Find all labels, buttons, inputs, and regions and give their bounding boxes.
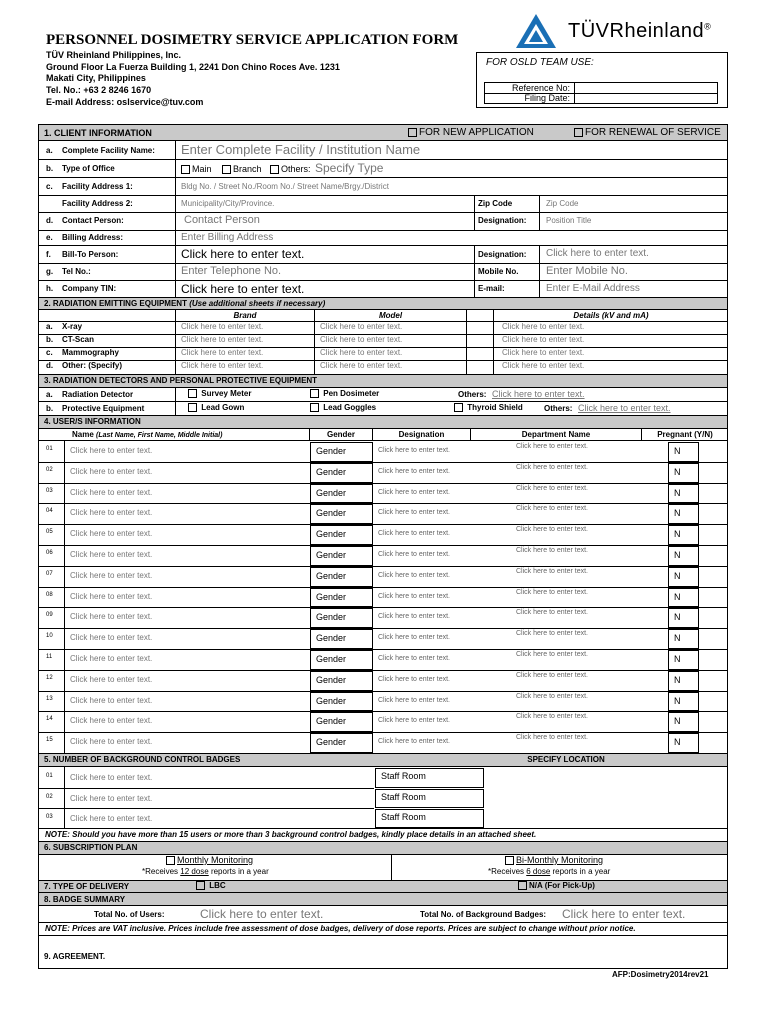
badge-input[interactable]: Click here to enter text. <box>70 773 153 782</box>
bimonthly-note: *Receives 6 dose reports in a year <box>488 867 611 876</box>
user-gender-value[interactable]: Gender <box>316 654 347 664</box>
equipment-letter: d. <box>46 361 54 370</box>
user-pregnant-value[interactable]: N <box>674 467 681 477</box>
gender-column-header: Gender <box>326 430 355 439</box>
bimonthly-monitoring-checkbox[interactable] <box>505 856 514 865</box>
equipment-model-input[interactable]: Click here to enter text. <box>320 322 403 331</box>
user-department-input[interactable]: Click here to enter text. <box>516 485 588 492</box>
pen-dosimeter-option[interactable]: Pen Dosimeter <box>310 389 379 398</box>
user-pregnant-value[interactable]: N <box>674 654 681 664</box>
user-gender-value[interactable]: Gender <box>316 696 347 706</box>
user-department-input[interactable]: Click here to enter text. <box>516 609 588 616</box>
facility-address-1-label: Facility Address 1: <box>62 182 133 191</box>
user-gender-value[interactable]: Gender <box>316 467 347 477</box>
equipment-details-input[interactable]: Click here to enter text. <box>502 361 585 370</box>
email-label: E-mail: <box>478 284 505 293</box>
total-users-input[interactable]: Click here to enter text. <box>200 907 324 921</box>
section-9-title: 9. AGREEMENT. <box>44 952 106 961</box>
detector-others-input[interactable]: Click here to enter text. <box>492 389 585 399</box>
user-row-number: 14 <box>46 716 53 722</box>
office-type-label: Type of Office <box>62 164 115 173</box>
user-pregnant-dropdown[interactable] <box>668 733 699 753</box>
renewal-checkbox[interactable] <box>574 128 583 137</box>
model-column-header: Model <box>378 311 403 320</box>
user-pregnant-value[interactable]: N <box>674 571 681 581</box>
monthly-monitoring-option[interactable]: Monthly Monitoring <box>166 855 253 865</box>
user-pregnant-dropdown[interactable] <box>668 712 699 732</box>
badge-row-number: 01 <box>46 773 53 779</box>
renewal-option[interactable]: FOR RENEWAL OF SERVICE <box>574 127 721 138</box>
user-department-input[interactable]: Click here to enter text. <box>516 734 588 741</box>
equipment-brand-input[interactable]: Click here to enter text. <box>181 348 264 357</box>
user-name-input[interactable]: Click here to enter text. <box>70 467 153 476</box>
equipment-letter: a. <box>46 322 53 331</box>
thyroid-shield-option[interactable]: Thyroid Shield <box>454 403 523 412</box>
user-designation-input[interactable]: Click here to enter text. <box>378 697 450 704</box>
user-row-number: 03 <box>46 488 53 494</box>
badge-input[interactable]: Click here to enter text. <box>70 814 153 823</box>
user-designation-input[interactable]: Click here to enter text. <box>378 676 450 683</box>
tuv-logo-icon <box>514 12 558 50</box>
user-department-input[interactable]: Click here to enter text. <box>516 568 588 575</box>
section-4-title: 4. USER/S INFORMATION <box>44 417 141 426</box>
total-users-label: Total No. of Users: <box>94 910 165 919</box>
facility-address-1-input[interactable]: Bldg No. / Street No./Room No./ Street Name/Brgy./District <box>181 182 389 191</box>
user-gender-value[interactable]: Gender <box>316 675 347 685</box>
equipment-others-input[interactable]: Click here to enter text. <box>578 403 671 413</box>
facility-name-input[interactable]: Enter Complete Facility / Institution Name <box>181 142 421 157</box>
user-row-number: 08 <box>46 592 53 598</box>
office-main-option[interactable]: Main <box>181 164 212 174</box>
user-gender-value[interactable]: Gender <box>316 737 347 747</box>
pickup-checkbox[interactable] <box>518 881 527 890</box>
user-pregnant-value[interactable]: N <box>674 529 681 539</box>
section-7-band <box>39 880 727 892</box>
lead-gown-checkbox[interactable] <box>188 403 197 412</box>
designation-2-input[interactable]: Click here to enter text. <box>546 248 649 259</box>
user-department-input[interactable]: Click here to enter text. <box>516 526 588 533</box>
user-pregnant-dropdown[interactable] <box>668 608 699 628</box>
filing-date-label: Filing Date: <box>524 93 570 103</box>
user-row-number: 13 <box>46 696 53 702</box>
company-address-1: Ground Floor La Fuerza Building 1, 2241 Don Chino Roces Ave. 1231 <box>46 62 340 72</box>
tel-no-label: Tel No.: <box>62 267 91 276</box>
user-name-input[interactable]: Click here to enter text. <box>70 550 153 559</box>
user-row-number: 02 <box>46 467 53 473</box>
form-code: AFP:Dosimetry2014rev21 <box>612 970 709 979</box>
equipment-brand-input[interactable]: Click here to enter text. <box>181 322 264 331</box>
contact-person-label: Contact Person: <box>62 216 124 225</box>
company-tel: Tel. No.: +63 2 8246 1670 <box>46 85 152 95</box>
office-others-checkbox[interactable] <box>270 165 279 174</box>
pregnant-column-header: Pregnant (Y/N) <box>657 430 713 439</box>
user-pregnant-value[interactable]: N <box>674 446 681 456</box>
user-pregnant-value[interactable]: N <box>674 696 681 706</box>
detector-others-label: Others: <box>458 390 487 399</box>
user-designation-input[interactable]: Click here to enter text. <box>378 530 450 537</box>
user-pregnant-value[interactable]: N <box>674 716 681 726</box>
badge-input[interactable]: Click here to enter text. <box>70 794 153 803</box>
user-pregnant-dropdown[interactable] <box>668 650 699 670</box>
equipment-letter: b. <box>46 335 54 344</box>
facility-address-2-input[interactable]: Municipality/City/Province. <box>181 199 275 208</box>
lead-gown-option[interactable]: Lead Gown <box>188 403 244 412</box>
user-pregnant-dropdown[interactable] <box>668 546 699 566</box>
company-tin-label: Company TIN: <box>62 284 117 293</box>
facility-name-label: Complete Facility Name: <box>62 146 155 155</box>
user-department-input[interactable]: Click here to enter text. <box>516 630 588 637</box>
lead-goggles-option[interactable]: Lead Goggles <box>310 403 376 412</box>
user-pregnant-value[interactable]: N <box>674 592 681 602</box>
office-others-option[interactable]: Others: <box>270 164 311 174</box>
office-branch-checkbox[interactable] <box>222 165 231 174</box>
section-2-title: 2. RADIATION EMITTING EQUIPMENT (Use additional sheets if necessary) <box>44 299 326 308</box>
company-name: TÜV Rheinland Philippines, Inc. <box>46 50 182 60</box>
form-title: PERSONNEL DOSIMETRY SERVICE APPLICATION FORM <box>46 32 459 48</box>
user-department-input[interactable]: Click here to enter text. <box>516 443 588 450</box>
user-pregnant-value[interactable]: N <box>674 488 681 498</box>
user-row-number: 01 <box>46 446 53 452</box>
user-name-input[interactable]: Click here to enter text. <box>70 696 153 705</box>
section-4-band <box>39 415 727 428</box>
user-designation-input[interactable]: Click here to enter text. <box>378 717 450 724</box>
zip-code-input[interactable]: Zip Code <box>546 199 579 208</box>
email-input[interactable]: Enter E-Mail Address <box>546 283 640 294</box>
lbc-option[interactable]: LBC <box>196 881 226 890</box>
badge-row-number: 03 <box>46 814 53 820</box>
user-row-number: 06 <box>46 550 53 556</box>
total-background-label: Total No. of Background Badges: <box>420 910 547 919</box>
user-pregnant-dropdown[interactable] <box>668 525 699 545</box>
user-name-input[interactable]: Click here to enter text. <box>70 737 153 746</box>
company-address-2: Makati City, Philippines <box>46 73 146 83</box>
bill-to-label: Bill-To Person: <box>62 250 119 259</box>
user-department-input[interactable]: Click here to enter text. <box>516 547 588 554</box>
section-6-band <box>39 841 727 854</box>
equipment-brand-input[interactable]: Click here to enter text. <box>181 335 264 344</box>
section-5-note: NOTE: Should you have more than 15 users or more than 3 background control badges, kindly place details in an attached sheet. <box>45 830 537 839</box>
user-designation-input[interactable]: Click here to enter text. <box>378 509 450 516</box>
department-column-header: Department Name <box>521 430 591 439</box>
user-department-input[interactable]: Click here to enter text. <box>516 651 588 658</box>
user-department-input[interactable]: Click here to enter text. <box>516 713 588 720</box>
designation-column-header: Designation <box>398 430 445 439</box>
protective-equipment-label: Protective Equipment <box>62 404 145 413</box>
bill-to-input[interactable]: Click here to enter text. <box>181 247 305 261</box>
user-department-input[interactable]: Click here to enter text. <box>516 693 588 700</box>
user-designation-input[interactable]: Click here to enter text. <box>378 634 450 641</box>
user-name-input[interactable]: Click here to enter text. <box>70 592 153 601</box>
user-pregnant-value[interactable]: N <box>674 675 681 685</box>
equipment-model-input[interactable]: Click here to enter text. <box>320 348 403 357</box>
user-designation-input[interactable]: Click here to enter text. <box>378 655 450 662</box>
price-note: NOTE: Prices are VAT inclusive. Prices include free assessment of dose badges, delivery of dose reports. Prices are subject to change without prior notice. <box>45 924 636 933</box>
user-name-input[interactable]: Click here to enter text. <box>70 633 153 642</box>
user-pregnant-value[interactable]: N <box>674 550 681 560</box>
user-row-number: 04 <box>46 508 53 514</box>
lbc-checkbox[interactable] <box>196 881 205 890</box>
thyroid-shield-checkbox[interactable] <box>454 403 463 412</box>
section-3-title: 3. RADIATION DETECTORS AND PERSONAL PROTECTIVE EQUIPMENT <box>44 376 318 385</box>
survey-meter-option[interactable]: Survey Meter <box>188 389 251 398</box>
user-gender-value[interactable]: Gender <box>316 612 347 622</box>
section-1-title: 1. CLIENT INFORMATION <box>44 128 152 138</box>
bimonthly-monitoring-option[interactable]: Bi-Monthly Monitoring <box>505 855 603 865</box>
monthly-note: *Receives 12 dose reports in a year <box>142 867 269 876</box>
user-department-input[interactable]: Click here to enter text. <box>516 589 588 596</box>
equipment-label: Other: (Specify) <box>62 361 123 370</box>
user-designation-input[interactable]: Click here to enter text. <box>378 468 450 475</box>
user-pregnant-value[interactable]: N <box>674 612 681 622</box>
section-6-title: 6. SUBSCRIPTION PLAN <box>44 843 138 852</box>
user-designation-input[interactable]: Click here to enter text. <box>378 613 450 620</box>
lead-goggles-checkbox[interactable] <box>310 403 319 412</box>
details-column-header: Details (kV and mA) <box>573 311 649 320</box>
user-row-number: 10 <box>46 633 53 639</box>
pen-dosimeter-checkbox[interactable] <box>310 389 319 398</box>
user-pregnant-dropdown[interactable] <box>668 629 699 649</box>
user-department-input[interactable]: Click here to enter text. <box>516 672 588 679</box>
filing-date-field[interactable] <box>576 94 716 103</box>
user-pregnant-dropdown[interactable] <box>668 504 699 524</box>
user-pregnant-value[interactable]: N <box>674 737 681 747</box>
user-gender-value[interactable]: Gender <box>316 716 347 726</box>
survey-meter-checkbox[interactable] <box>188 389 197 398</box>
user-row-number: 12 <box>46 675 53 681</box>
equipment-details-input[interactable]: Click here to enter text. <box>502 322 585 331</box>
section-7-title: 7. TYPE OF DELIVERY <box>44 882 130 891</box>
radiation-detector-label: Radiation Detector <box>62 390 134 399</box>
user-gender-value[interactable]: Gender <box>316 488 347 498</box>
mobile-no-input[interactable]: Enter Mobile No. <box>546 265 628 277</box>
equipment-model-input[interactable]: Click here to enter text. <box>320 361 403 370</box>
user-department-input[interactable]: Click here to enter text. <box>516 505 588 512</box>
badge-row-number: 02 <box>46 794 53 800</box>
badge-location-value[interactable]: Staff Room <box>381 812 426 822</box>
designation-label: Designation: <box>478 216 527 225</box>
equipment-label: X-ray <box>62 322 83 331</box>
facility-address-2-label: Facility Address 2: <box>62 199 133 208</box>
equipment-details-input[interactable]: Click here to enter text. <box>502 335 585 344</box>
tel-no-input[interactable]: Enter Telephone No. <box>181 265 282 277</box>
contact-person-input[interactable]: Contact Person <box>184 214 260 226</box>
user-gender-value[interactable]: Gender <box>316 571 347 581</box>
user-gender-value[interactable]: Gender <box>316 633 347 643</box>
badge-location-value[interactable]: Staff Room <box>381 792 426 802</box>
user-designation-input[interactable]: Click here to enter text. <box>378 551 450 558</box>
user-gender-value[interactable]: Gender <box>316 529 347 539</box>
mobile-no-label: Mobile No. <box>478 267 519 276</box>
equipment-details-input[interactable]: Click here to enter text. <box>502 348 585 357</box>
user-pregnant-dropdown[interactable] <box>668 484 699 503</box>
user-designation-input[interactable]: Click here to enter text. <box>378 489 450 496</box>
user-row-number: 09 <box>46 612 53 618</box>
designation-2-label: Designation: <box>478 250 527 259</box>
office-main-checkbox[interactable] <box>181 165 190 174</box>
equipment-model-input[interactable]: Click here to enter text. <box>320 335 403 344</box>
user-gender-value[interactable]: Gender <box>316 446 347 456</box>
user-name-input[interactable]: Click here to enter text. <box>70 508 153 517</box>
monthly-monitoring-checkbox[interactable] <box>166 856 175 865</box>
user-pregnant-dropdown[interactable] <box>668 442 699 462</box>
total-background-input[interactable]: Click here to enter text. <box>562 907 686 921</box>
user-name-input[interactable]: Click here to enter text. <box>70 529 153 538</box>
equipment-others-label: Others: <box>544 404 573 413</box>
section-8-band <box>39 893 727 905</box>
name-column-header: Name (Last Name, First Name, Middle Initial) <box>72 430 223 439</box>
billing-address-input[interactable]: Enter Billing Address <box>181 232 274 243</box>
specify-location-header: SPECIFY LOCATION <box>527 755 605 764</box>
user-row-number: 05 <box>46 529 53 535</box>
user-designation-input[interactable]: Click here to enter text. <box>378 738 450 745</box>
user-name-input[interactable]: Click here to enter text. <box>70 675 153 684</box>
brand-column-header: Brand <box>233 311 257 320</box>
user-pregnant-dropdown[interactable] <box>668 588 699 607</box>
equipment-letter: c. <box>46 348 53 357</box>
billing-address-label: Billing Address: <box>62 233 124 242</box>
user-pregnant-dropdown[interactable] <box>668 692 699 711</box>
user-gender-value[interactable]: Gender <box>316 550 347 560</box>
office-specify-input[interactable]: Specify Type <box>315 161 384 175</box>
user-pregnant-value[interactable]: N <box>674 633 681 643</box>
user-designation-input[interactable]: Click here to enter text. <box>378 447 450 454</box>
user-pregnant-dropdown[interactable] <box>668 463 699 483</box>
company-tin-input[interactable]: Click here to enter text. <box>181 282 305 296</box>
user-name-input[interactable]: Click here to enter text. <box>70 716 153 725</box>
user-name-input[interactable]: Click here to enter text. <box>70 571 153 580</box>
user-row-number: 15 <box>46 737 53 743</box>
office-branch-option[interactable]: Branch <box>222 164 262 174</box>
user-row-number: 07 <box>46 571 53 577</box>
company-email: E-mail Address: oslservice@tuv.com <box>46 97 204 107</box>
badge-location-value[interactable]: Staff Room <box>381 771 426 781</box>
new-application-option[interactable]: FOR NEW APPLICATION <box>408 127 534 138</box>
section-5-title: 5. NUMBER OF BACKGROUND CONTROL BADGES <box>44 755 241 764</box>
user-row-number: 11 <box>46 654 53 660</box>
equipment-label: CT-Scan <box>62 335 95 344</box>
reference-no-field[interactable] <box>576 83 716 93</box>
designation-input[interactable]: Position Title <box>546 216 592 225</box>
logo-wordmark: TÜVRheinland® <box>568 20 712 42</box>
user-name-input[interactable]: Click here to enter text. <box>70 446 153 455</box>
equipment-brand-input[interactable]: Click here to enter text. <box>181 361 264 370</box>
user-designation-input[interactable]: Click here to enter text. <box>378 572 450 579</box>
user-name-input[interactable]: Click here to enter text. <box>70 488 153 497</box>
user-department-input[interactable]: Click here to enter text. <box>516 464 588 471</box>
reference-no-label: Reference No: <box>511 83 570 93</box>
user-name-input[interactable]: Click here to enter text. <box>70 612 153 621</box>
pickup-option[interactable]: N/A (For Pick-Up) <box>518 881 595 890</box>
user-gender-value[interactable]: Gender <box>316 592 347 602</box>
zip-code-label: Zip Code <box>478 199 513 208</box>
section-8-title: 8. BADGE SUMMARY <box>44 895 126 904</box>
user-gender-value[interactable]: Gender <box>316 508 347 518</box>
user-pregnant-dropdown[interactable] <box>668 671 699 691</box>
user-pregnant-dropdown[interactable] <box>668 567 699 587</box>
equipment-label: Mammography <box>62 348 119 357</box>
team-use-title: FOR OSLD TEAM USE: <box>486 57 594 68</box>
user-pregnant-value[interactable]: N <box>674 508 681 518</box>
user-designation-input[interactable]: Click here to enter text. <box>378 593 450 600</box>
new-application-checkbox[interactable] <box>408 128 417 137</box>
user-name-input[interactable]: Click here to enter text. <box>70 654 153 663</box>
